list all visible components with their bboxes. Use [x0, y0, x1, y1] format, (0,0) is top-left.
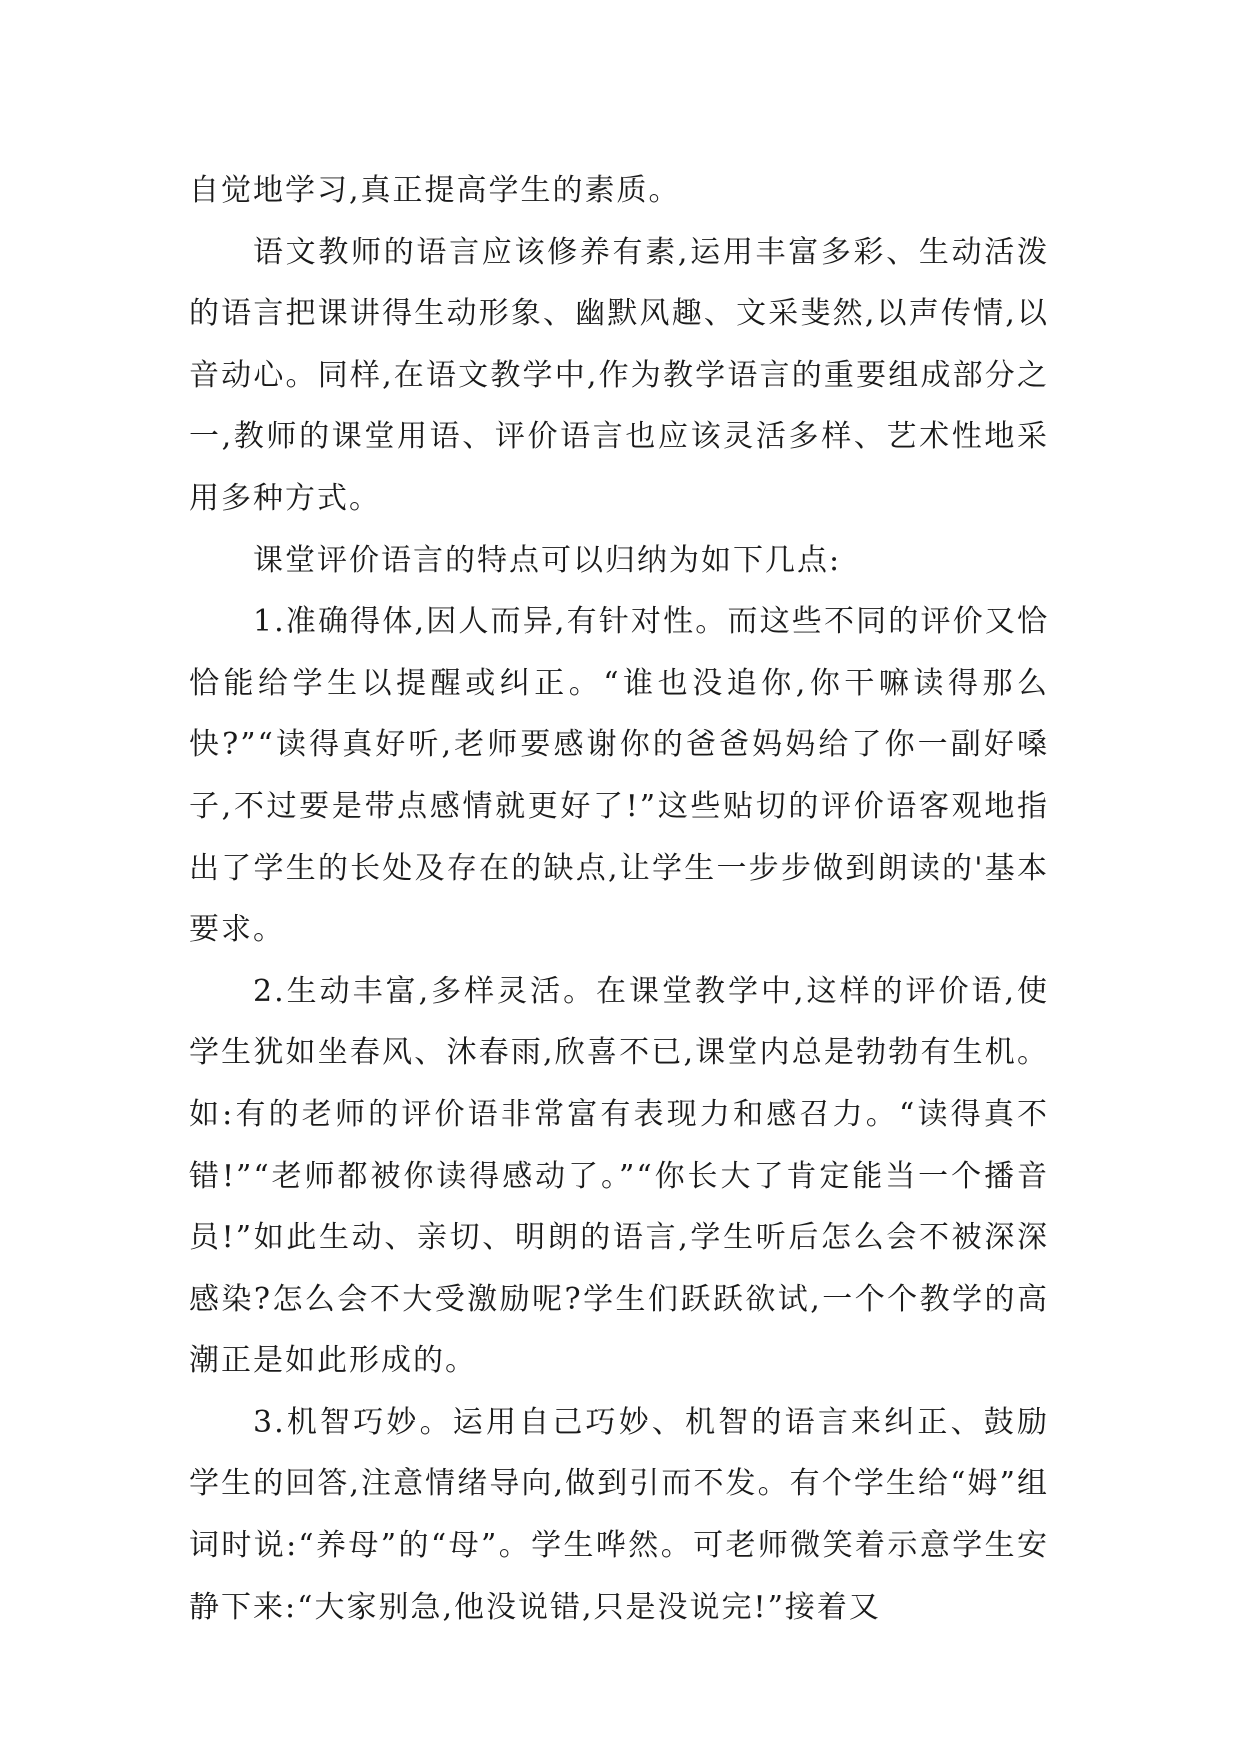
paragraph-point-2: 2.生动丰富,多样灵活。在课堂教学中,这样的评价语,使学生犹如坐春风、沐春雨,欣喜不已,课堂内总是勃勃有生机。如:有的老师的评价语非常富有表现力和感召力。“读得真不错!”“老师都被你读得感动了。”“你长大了肯定能当一个播音员!”如此生动、亲切、明朗的语言,学生听后怎么会不被深深感染?怎么会不大受激励呢?学生们跃跃欲试,一个个教学的高潮正是如此形成的。 — [189, 973, 1049, 1379]
paragraph-evaluation-features-intro: 课堂评价语言的特点可以归纳为如下几点: — [253, 542, 842, 578]
paragraph-point-1: 1.准确得体,因人而异,有针对性。而这些不同的评价又恰恰能给学生以提醒或纠正。“谁也没追你,你干嘛读得那么快?”“读得真好听,老师要感谢你的爸爸妈妈给了你一副好嗓子,不过要是带点感情就更好了!”这些贴切的评价语客观地指出了学生的长处及存在的缺点,让学生一步步做到朗读的'基本要求。 — [189, 604, 1049, 948]
paragraph-point-3: 3.机智巧妙。运用自己巧妙、机智的语言来纠正、鼓励学生的回答,注意情绪导向,做到引而不发。有个学生给“姆”组词时说:“养母”的“母”。学生哗然。可老师微笑着示意学生安静下来:“大家别急,他没说错,只是没说完!”接着又 — [189, 1404, 1049, 1625]
paragraph-continuation: 自觉地学习,真正提高学生的素质。 — [189, 173, 681, 208]
paragraph-teacher-language: 语文教师的语言应该修养有素,运用丰富多彩、生动活泼的语言把课讲得生动形象、幽默风趣、文采斐然,以声传情,以音动心。同样,在语文教学中,作为教学语言的重要组成部分之一,教师的课堂用语、评价语言也应该灵活多样、艺术性地采用多种方式。 — [189, 234, 1049, 516]
document-body — [189, 160, 1049, 1638]
